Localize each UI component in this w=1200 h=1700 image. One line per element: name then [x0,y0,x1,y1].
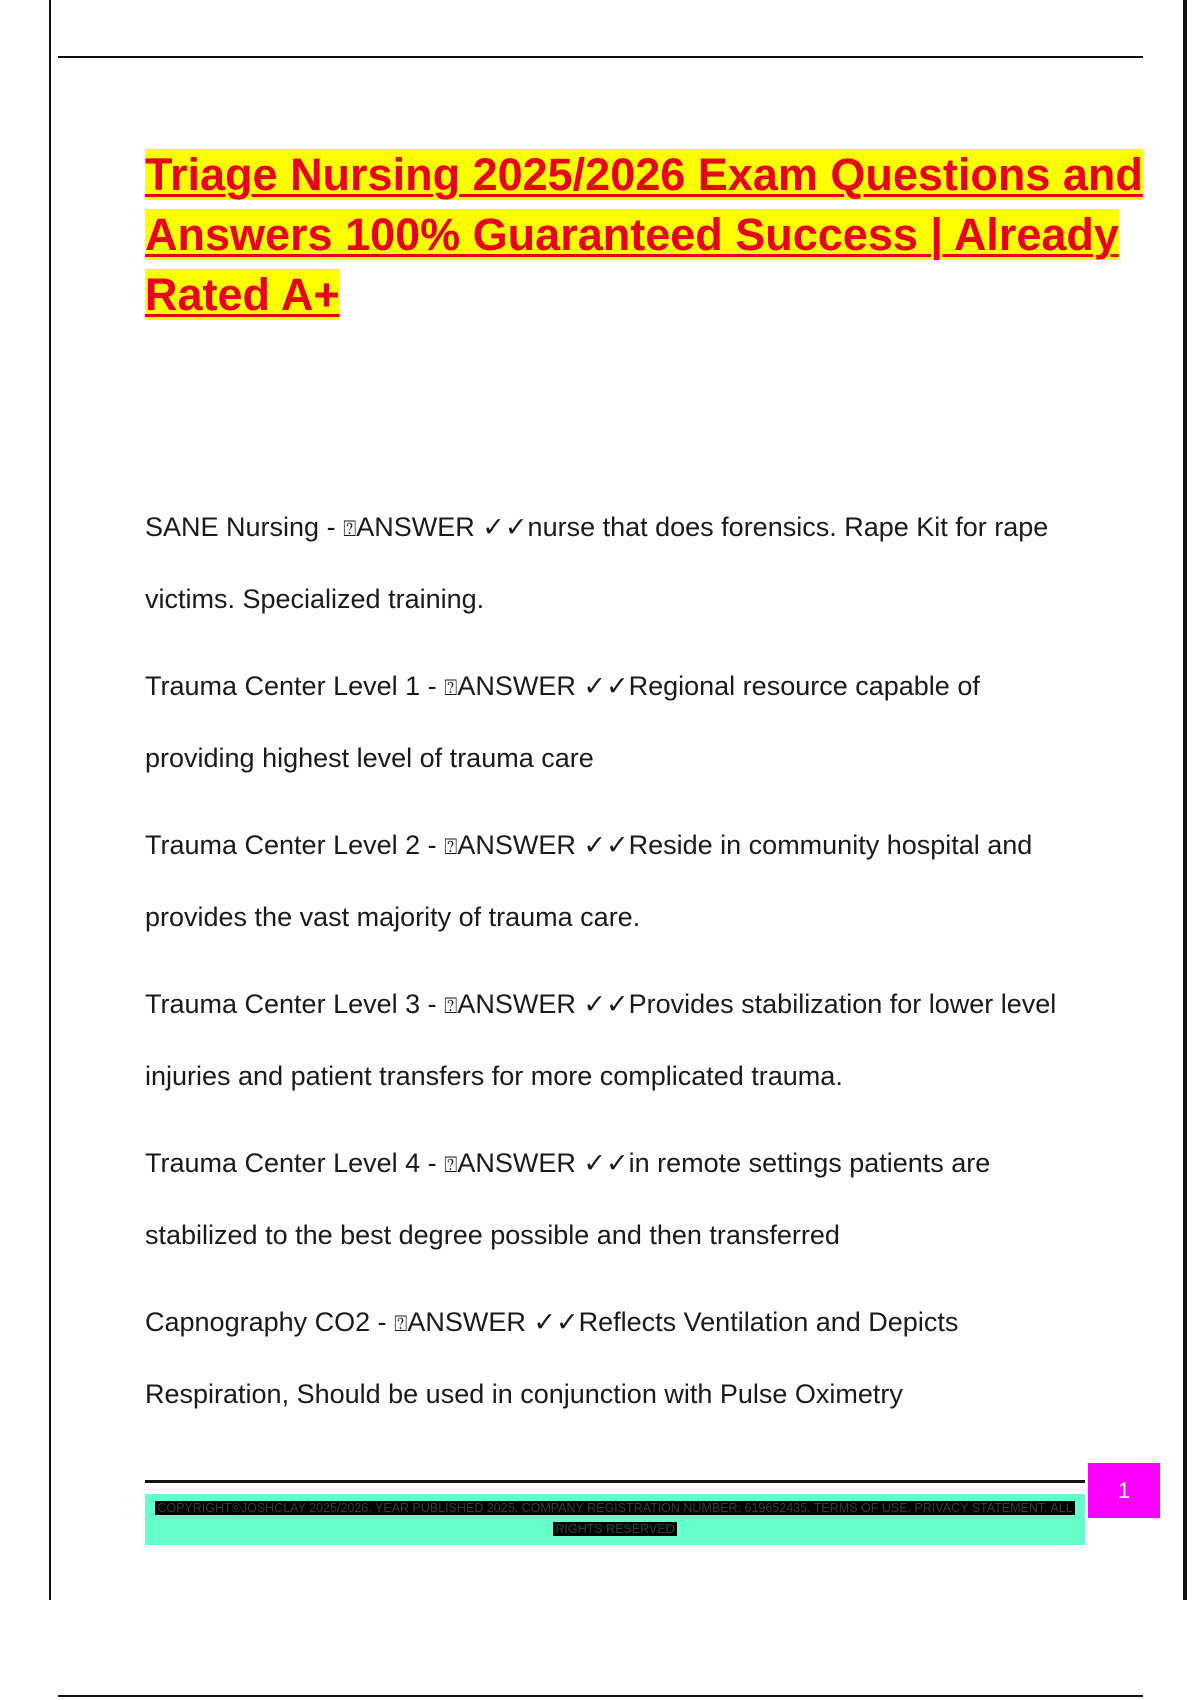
qa-term: Trauma Center Level 1 [145,671,421,701]
qa-list [145,492,1095,1446]
answer-marker: ANSWER ✓✓ [457,671,629,701]
qa-term: Trauma Center Level 2 [145,830,421,860]
missing-glyph-icon: ⍰ [444,675,458,700]
qa-term: Trauma Center Level 3 [145,989,421,1019]
qa-item: Trauma Center Level 1 - ⍰ANSWER ✓✓Regional resource capable of providing highest level of trauma care [145,671,980,773]
next-page-rule [58,1695,1143,1697]
document-title [145,145,1145,325]
qa-item: Trauma Center Level 4 - ⍰ANSWER ✓✓in remote settings patients are stabilized to the best degree possible and then transferred [145,1148,991,1250]
qa-answer: in remote settings patients are stabilized to the best degree possible and then transferred [145,1148,991,1250]
missing-glyph-icon: ⍰ [343,516,357,541]
qa-answer: Regional resource capable of providing highest level of trauma care [145,671,980,773]
missing-glyph-icon: ⍰ [444,1152,458,1177]
footer-copyright [145,1494,1085,1545]
missing-glyph-icon: ⍰ [444,834,458,859]
qa-answer: Reside in community hospital and provides the vast majority of trauma care. [145,830,1033,932]
answer-marker: ANSWER ✓✓ [457,830,629,860]
answer-marker: ANSWER ✓✓ [457,989,629,1019]
page-border-right [1183,0,1187,1600]
footer-rule [145,1480,1085,1483]
page-border-left [49,0,51,1600]
qa-term: SANE Nursing [145,512,320,542]
answer-marker: ANSWER ✓✓ [356,512,528,542]
document-title-text: Triage Nursing 2025/2026 Exam Questions and Answers 100% Guaranteed Success | Already Rated A+ [145,149,1143,320]
missing-glyph-icon: ⍰ [444,993,458,1018]
qa-item: Capnography CO2 - ⍰ANSWER ✓✓Reflects Ventilation and Depicts Respiration, Should be used in conjunction with Pulse Oximetry [145,1307,959,1409]
qa-answer: Reflects Ventilation and Depicts Respiration, Should be used in conjunction with Pulse Oximetry [145,1307,959,1409]
qa-item: SANE Nursing - ⍰ANSWER ✓✓nurse that does forensics. Rape Kit for rape victims. Specialized training. [145,512,1049,614]
qa-term: Trauma Center Level 4 [145,1148,421,1178]
qa-item: Trauma Center Level 3 - ⍰ANSWER ✓✓Provides stabilization for lower level injuries and patient transfers for more complicated trauma. [145,989,1057,1091]
answer-marker: ANSWER ✓✓ [407,1307,579,1337]
qa-item: Trauma Center Level 2 - ⍰ANSWER ✓✓Reside in community hospital and provides the vast majority of trauma care. [145,830,1033,932]
header-rule [58,56,1143,58]
answer-marker: ANSWER ✓✓ [457,1148,629,1178]
missing-glyph-icon: ⍰ [394,1311,408,1336]
qa-term: Capnography CO2 [145,1307,371,1337]
footer-copyright-text: COPYRIGHT©JOSHCLAY 2025/2026. YEAR PUBLISHED 2025. COMPANY REGISTRATION NUMBER: 619652435. TERMS OF USE. PRIVACY STATEMENT. ALL RIGHTS RESERVED [157,1501,1073,1536]
qa-answer: Provides stabilization for lower level injuries and patient transfers for more complicated trauma. [145,989,1057,1091]
qa-answer: nurse that does forensics. Rape Kit for rape victims. Specialized training. [145,512,1049,614]
page-number-badge: 1 [1088,1463,1160,1518]
